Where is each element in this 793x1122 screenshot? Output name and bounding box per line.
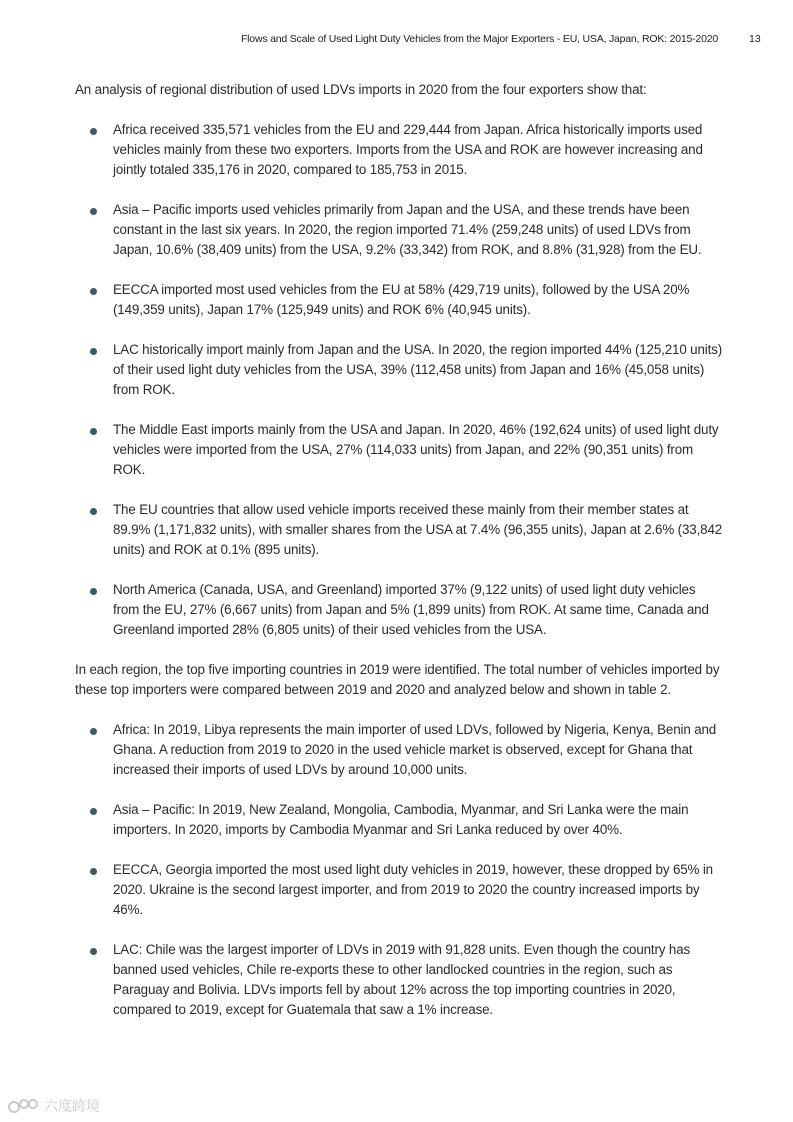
- running-header-title: Flows and Scale of Used Light Duty Vehicles from the Major Exporters - EU, USA, Japan, ROK: 2015-2020: [240, 33, 718, 45]
- list-item-text: EECCA imported most used vehicles from the EU at 58% (429,719 units), followed by the USA 20% (149,359 units), Japan 17% (125,949 units) and ROK 6% (40,945 units).: [113, 282, 690, 317]
- watermark-logo-icon: [8, 1098, 38, 1114]
- bullet-icon: [90, 508, 97, 515]
- list-item: [75, 720, 723, 780]
- list-item: [75, 940, 723, 1020]
- document-body: [75, 80, 723, 1040]
- page-header: [0, 33, 793, 49]
- intro-paragraph: An analysis of regional distribution of used LDVs imports in 2020 from the four exporters show that:: [75, 82, 647, 97]
- list-item-text: LAC: Chile was the largest importer of LDVs in 2019 with 91,828 units. Even though the country has banned used vehicles, Chile re-exports these to other landlocked countries in the region, such as Paraguay and Bolivia. LDVs imports fell by about 12% across the top importing countries in 2020, compared to 2019, except for Guatemala that saw a 1% increase.: [113, 942, 691, 1017]
- list-item: [75, 860, 723, 920]
- list-item-text: Asia – Pacific: In 2019, New Zealand, Mongolia, Cambodia, Myanmar, and Sri Lanka were the main importers. In 2020, imports by Cambodia Myanmar and Sri Lanka reduced by over 40%.: [113, 802, 689, 837]
- list-item: [75, 580, 723, 640]
- list-item-text: North America (Canada, USA, and Greenland) imported 37% (9,122 units) of used light duty vehicles from the EU, 27% (6,667 units) from Japan and 5% (1,899 units) from ROK. At same time, Canada and Greenland imported 28% (6,805 units) of their used vehicles from the USA.: [113, 582, 709, 637]
- bullet-icon: [90, 348, 97, 355]
- bullet-icon: [90, 208, 97, 215]
- list-item: [75, 120, 723, 180]
- bullet-icon: [90, 288, 97, 295]
- list-item: [75, 420, 723, 480]
- list-item: [75, 500, 723, 560]
- list-item: [75, 800, 723, 840]
- bullet-icon: [90, 948, 97, 955]
- bullet-icon: [90, 128, 97, 135]
- bullet-icon: [90, 728, 97, 735]
- list-item: [75, 200, 723, 260]
- region-bullet-list: [75, 120, 723, 640]
- bullet-icon: [90, 808, 97, 815]
- list-item-text: The Middle East imports mainly from the USA and Japan. In 2020, 46% (192,624 units) of used light duty vehicles were imported from the USA, 27% (114,033 units) from Japan, and 22% (90,351 units) from ROK.: [113, 422, 719, 477]
- bullet-icon: [90, 588, 97, 595]
- bullet-icon: [90, 868, 97, 875]
- list-item: [75, 280, 723, 320]
- list-item-text: Africa: In 2019, Libya represents the main importer of used LDVs, followed by Nigeria, Kenya, Benin and Ghana. A reduction from 2019 to 2020 in the used vehicle market is observed, except for Ghana that increased their imports of used LDVs by around 10,000 units.: [113, 722, 717, 777]
- middle-paragraph: In each region, the top five importing countries in 2019 were identified. The total number of vehicles imported by these top importers were compared between 2019 and 2020 and analyzed below and shown in table 2.: [75, 662, 720, 697]
- list-item-text: Asia – Pacific imports used vehicles primarily from Japan and the USA, and these trends have been constant in the last six years. In 2020, the region imported 71.4% (259,248 units) of used LDVs from Japan, 10.6% (38,409 units) from the USA, 9.2% (33,342) from ROK, and 8.8% (31,928) from the EU.: [113, 202, 702, 257]
- watermark: [8, 1096, 100, 1116]
- list-item-text: EECCA, Georgia imported the most used light duty vehicles in 2019, however, these dropped by 65% in 2020. Ukraine is the second largest importer, and from 2019 to 2020 the country increased imports by 46%.: [113, 862, 713, 917]
- list-item-text: The EU countries that allow used vehicle imports received these mainly from their member states at 89.9% (1,171,832 units), with smaller shares from the USA at 7.4% (96,355 units), Japan at 2.6% (33,842 units) and ROK at 0.1% (895 units).: [113, 502, 723, 557]
- watermark-text: 六度跨境: [44, 1098, 100, 1114]
- bullet-icon: [90, 428, 97, 435]
- importer-bullet-list: [75, 720, 723, 1020]
- list-item: [75, 340, 723, 400]
- page-number: 13: [749, 33, 761, 45]
- list-item-text: Africa received 335,571 vehicles from the EU and 229,444 from Japan. Africa historically imports used vehicles mainly from these two exporters. Imports from the USA and ROK are however increasing and jointly totaled 335,176 in 2020, compared to 185,753 in 2015.: [113, 122, 703, 177]
- list-item-text: LAC historically import mainly from Japan and the USA. In 2020, the region imported 44% (125,210 units) of their used light duty vehicles from the USA, 39% (112,458 units) from Japan and 16% (45,058 units) from ROK.: [113, 342, 723, 397]
